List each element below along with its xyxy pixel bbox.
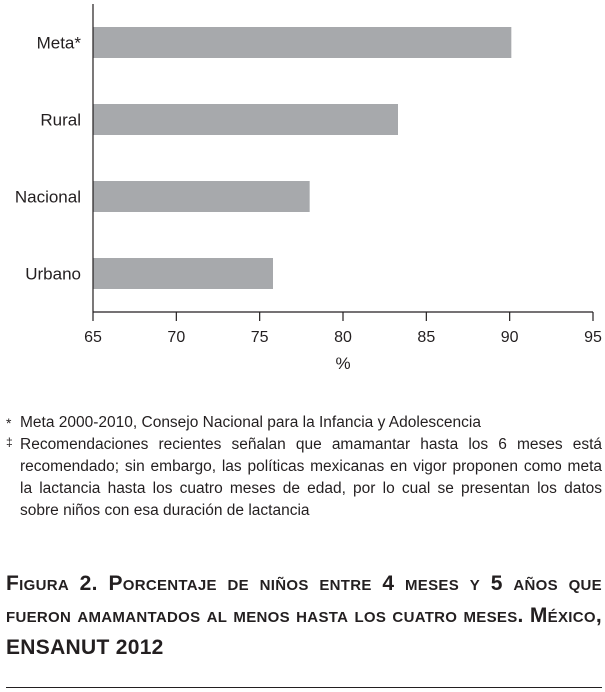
bars-group — [93, 27, 511, 289]
x-tick-label: 90 — [500, 329, 519, 346]
bottom-divider — [6, 687, 602, 688]
x-tick-label: 65 — [84, 329, 102, 346]
footnotes — [6, 412, 602, 522]
figure-caption: Figura 2. Porcentaje de niños entre 4 meses y 5 años que fueron amamantados al menos hasta los cuatro meses. México, ENSANUT 2012 — [6, 572, 602, 659]
category-label: Urbano — [25, 264, 81, 284]
footnote-meta — [6, 412, 602, 434]
bar-urbano — [93, 258, 273, 289]
x-axis-title: % — [335, 354, 351, 373]
category-label: Meta* — [36, 33, 81, 53]
bar-meta — [93, 27, 511, 58]
footnote-mark: * — [6, 415, 12, 431]
x-tick-label: 70 — [167, 329, 186, 346]
bar-nacional — [93, 181, 310, 212]
x-tick-label: 95 — [584, 329, 602, 346]
footnote-mark: ‡ — [6, 435, 13, 449]
x-axis-ticks — [84, 312, 602, 346]
x-tick-label: 85 — [417, 329, 436, 346]
category-label: Rural — [40, 110, 81, 130]
footnote-text: Meta 2000-2010, Consejo Nacional para la Infancia y Adolescencia — [20, 414, 481, 431]
bar-rural — [93, 104, 398, 135]
x-tick-label: 80 — [334, 329, 352, 346]
category-label: Nacional — [14, 187, 81, 207]
footnote-text: Recomendaciones recientes señalan que amamantar hasta los 6 meses está recomendado; sin embargo, las políticas mexicanas en vigor proponen como meta la lactancia hasta los cuatro meses de edad, por lo cual se presentan los datos sobre niños con esa duración de lactancia — [20, 436, 602, 519]
x-tick-label: 75 — [250, 329, 269, 346]
footnote-recommendation — [6, 434, 602, 522]
category-labels — [15, 34, 82, 284]
